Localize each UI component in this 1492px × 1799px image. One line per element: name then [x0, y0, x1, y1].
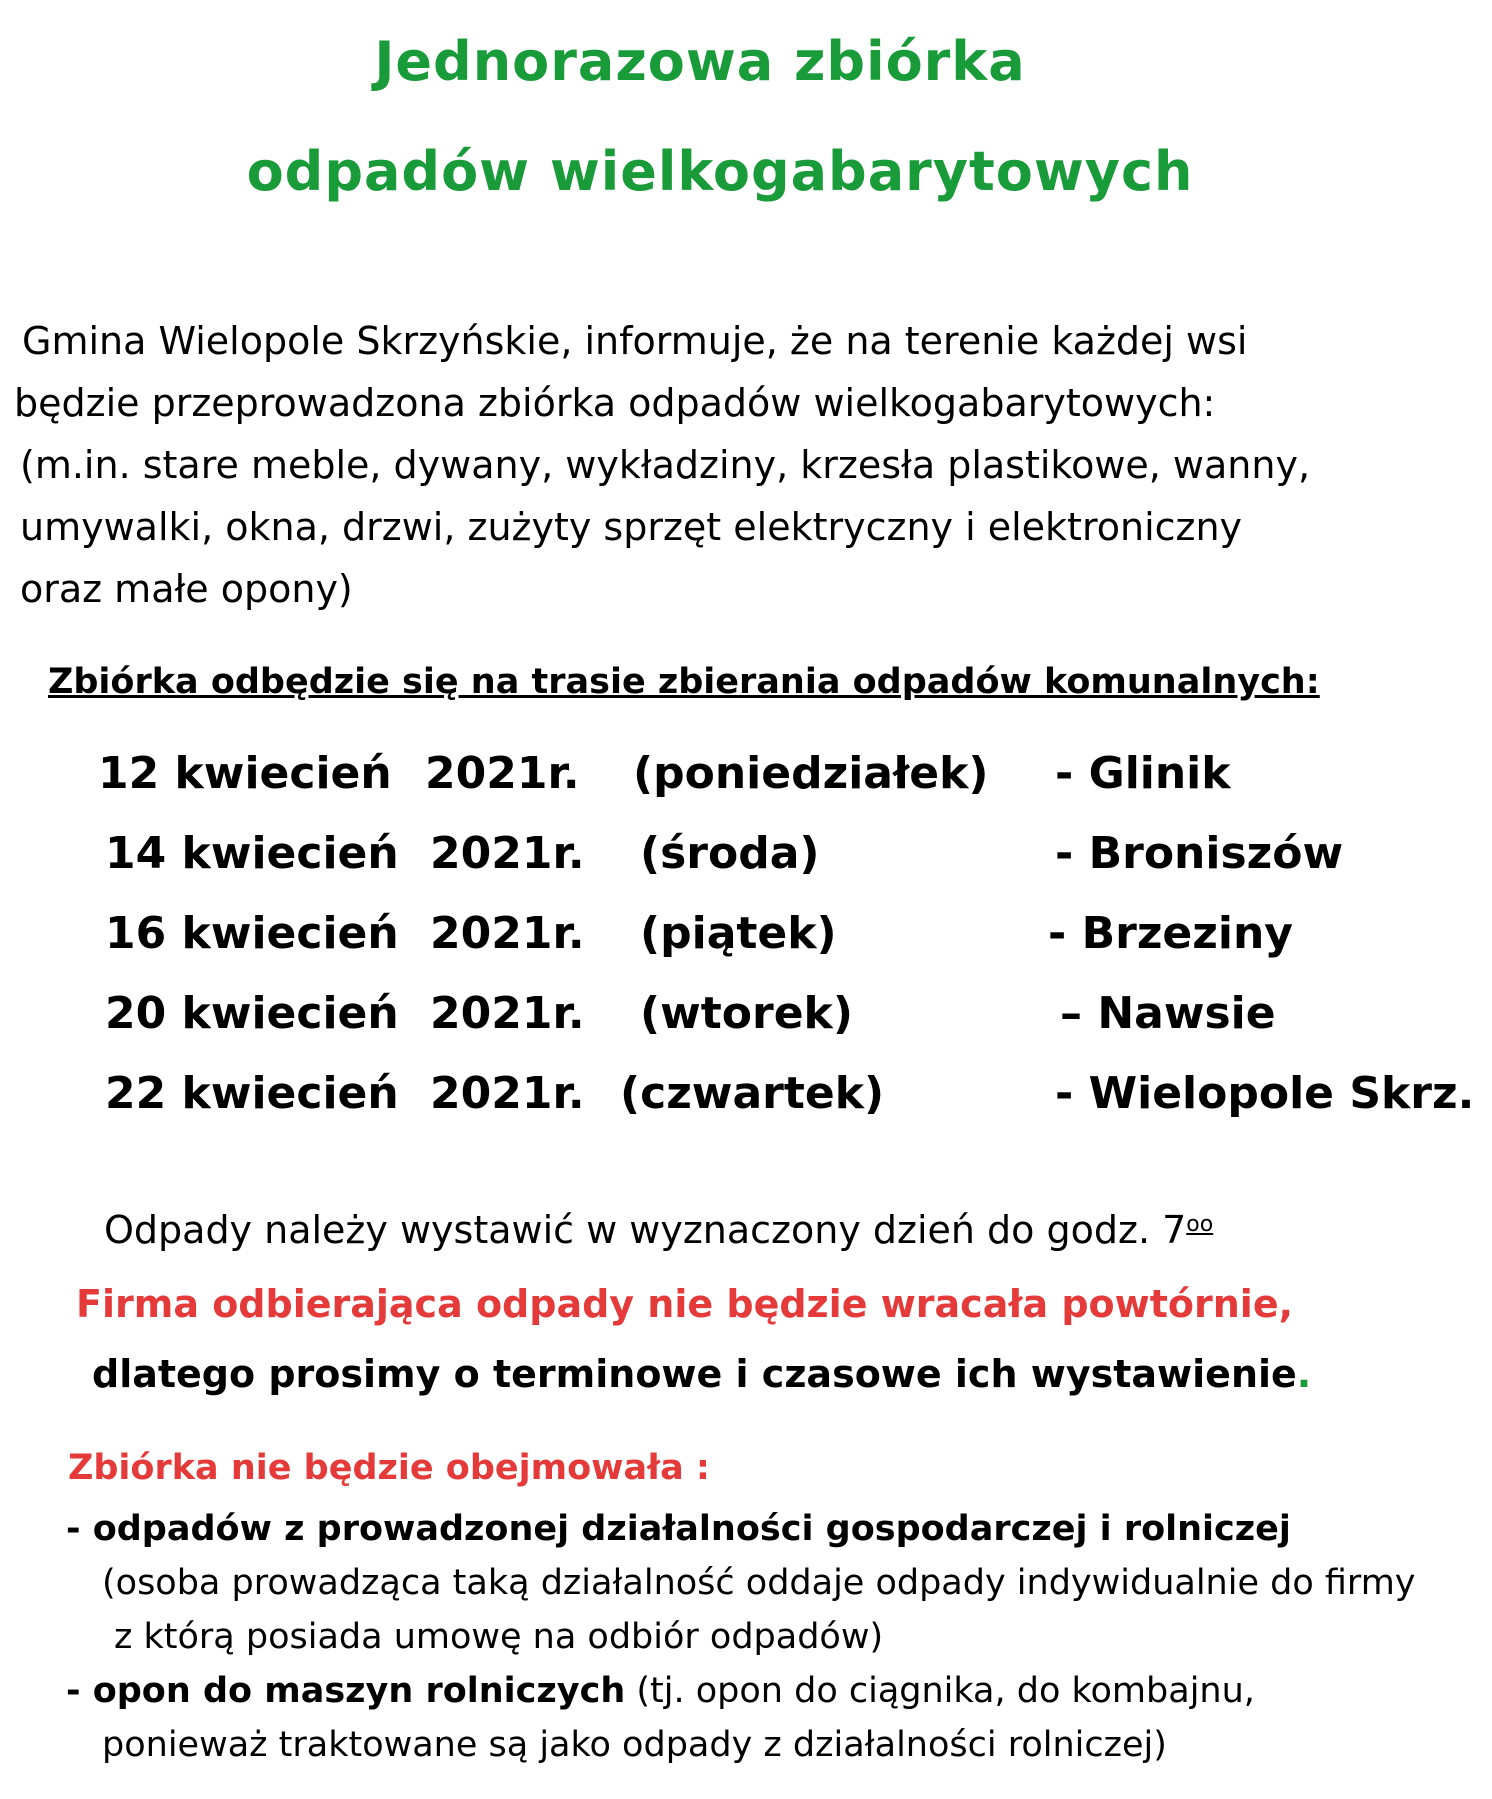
schedule-weekday: (piątek) [640, 908, 837, 959]
schedule-day: 16 kwiecień [105, 908, 399, 959]
schedule-village: - Glinik [1055, 748, 1231, 799]
exclusion-note-line: ponieważ traktowane są jako odpady z działalności rolniczej) [102, 1725, 1167, 1765]
schedule-village: – Nawsie [1060, 988, 1276, 1039]
exclusion-note-line: (osoba prowadząca taką działalność oddaje odpady indywidualnie do firmy [102, 1563, 1416, 1603]
exclusion-item-business: - odpadów z prowadzonej działalności gospodarczej i rolniczej [66, 1509, 1291, 1549]
schedule-village: - Broniszów [1055, 828, 1344, 879]
schedule-year: 2021r. [430, 828, 585, 879]
exclusion-item-tires-rest: (tj. opon do ciągnika, do kombajnu, [625, 1671, 1255, 1711]
timely-setout-text: dlatego prosimy o terminowe i czasowe ich wystawienie [92, 1352, 1297, 1396]
schedule-weekday: (środa) [640, 828, 820, 879]
schedule-row [0, 828, 1492, 908]
intro-line: oraz małe opony) [20, 567, 353, 611]
exclusion-item-tires-bold: - opon do maszyn rolniczych [66, 1671, 626, 1711]
no-return-warning: Firma odbierająca odpady nie będzie wracała powtórnie, [76, 1282, 1294, 1326]
timely-setout-dot: . [1296, 1352, 1312, 1396]
schedule-row [0, 908, 1492, 988]
exclusions-list [66, 1502, 1486, 1772]
schedule-village: - Wielopole Skrz. [1055, 1068, 1475, 1119]
schedule-year: 2021r. [430, 1068, 585, 1119]
intro-line: (m.in. stare meble, dywany, wykładziny, krzesła plastikowe, wanny, [20, 443, 1311, 487]
schedule-weekday: (poniedziałek) [633, 748, 989, 799]
schedule-row [0, 1068, 1492, 1148]
schedule-year: 2021r. [430, 988, 585, 1039]
schedule-day: 12 kwiecień [98, 748, 392, 799]
setout-time-notice [104, 1208, 1492, 1252]
schedule-row [0, 988, 1492, 1068]
collection-schedule [0, 748, 1492, 1148]
exclusion-item-tires [66, 1664, 1486, 1718]
intro-line: Gmina Wielopole Skrzyńskie, informuje, że na terenie każdej wsi [22, 319, 1248, 363]
exclusion-note-line: z którą posiada umowę na odbiór odpadów) [114, 1617, 884, 1657]
schedule-day: 22 kwiecień [105, 1068, 399, 1119]
setout-time-text: Odpady należy wystawić w wyznaczony dzień do godz. 7 [104, 1208, 1187, 1252]
setout-time-superscript: oo [1186, 1212, 1214, 1238]
schedule-village: - Brzeziny [1048, 908, 1293, 959]
route-heading: Zbiórka odbędzie się na trasie zbierania odpadów komunalnych: [48, 662, 1320, 702]
schedule-row [0, 748, 1492, 828]
schedule-weekday: (wtorek) [640, 988, 853, 1039]
intro-line: umywalki, okna, drzwi, zużyty sprzęt elektryczny i elektroniczny [20, 505, 1243, 549]
schedule-year: 2021r. [430, 908, 585, 959]
schedule-weekday: (czwartek) [620, 1068, 885, 1119]
intro-paragraph [14, 310, 1454, 620]
page-title-line2: odpadów wielkogabarytowych [246, 140, 1194, 203]
exclusions-heading: Zbiórka nie będzie obejmowała : [68, 1448, 710, 1488]
schedule-day: 20 kwiecień [105, 988, 399, 1039]
schedule-year: 2021r. [425, 748, 580, 799]
timely-setout-request [92, 1352, 1492, 1396]
intro-line: będzie przeprowadzona zbiórka odpadów wielkogabarytowych: [14, 381, 1216, 425]
schedule-day: 14 kwiecień [105, 828, 399, 879]
page-title-line1: Jednorazowa zbiórka [374, 30, 1026, 93]
